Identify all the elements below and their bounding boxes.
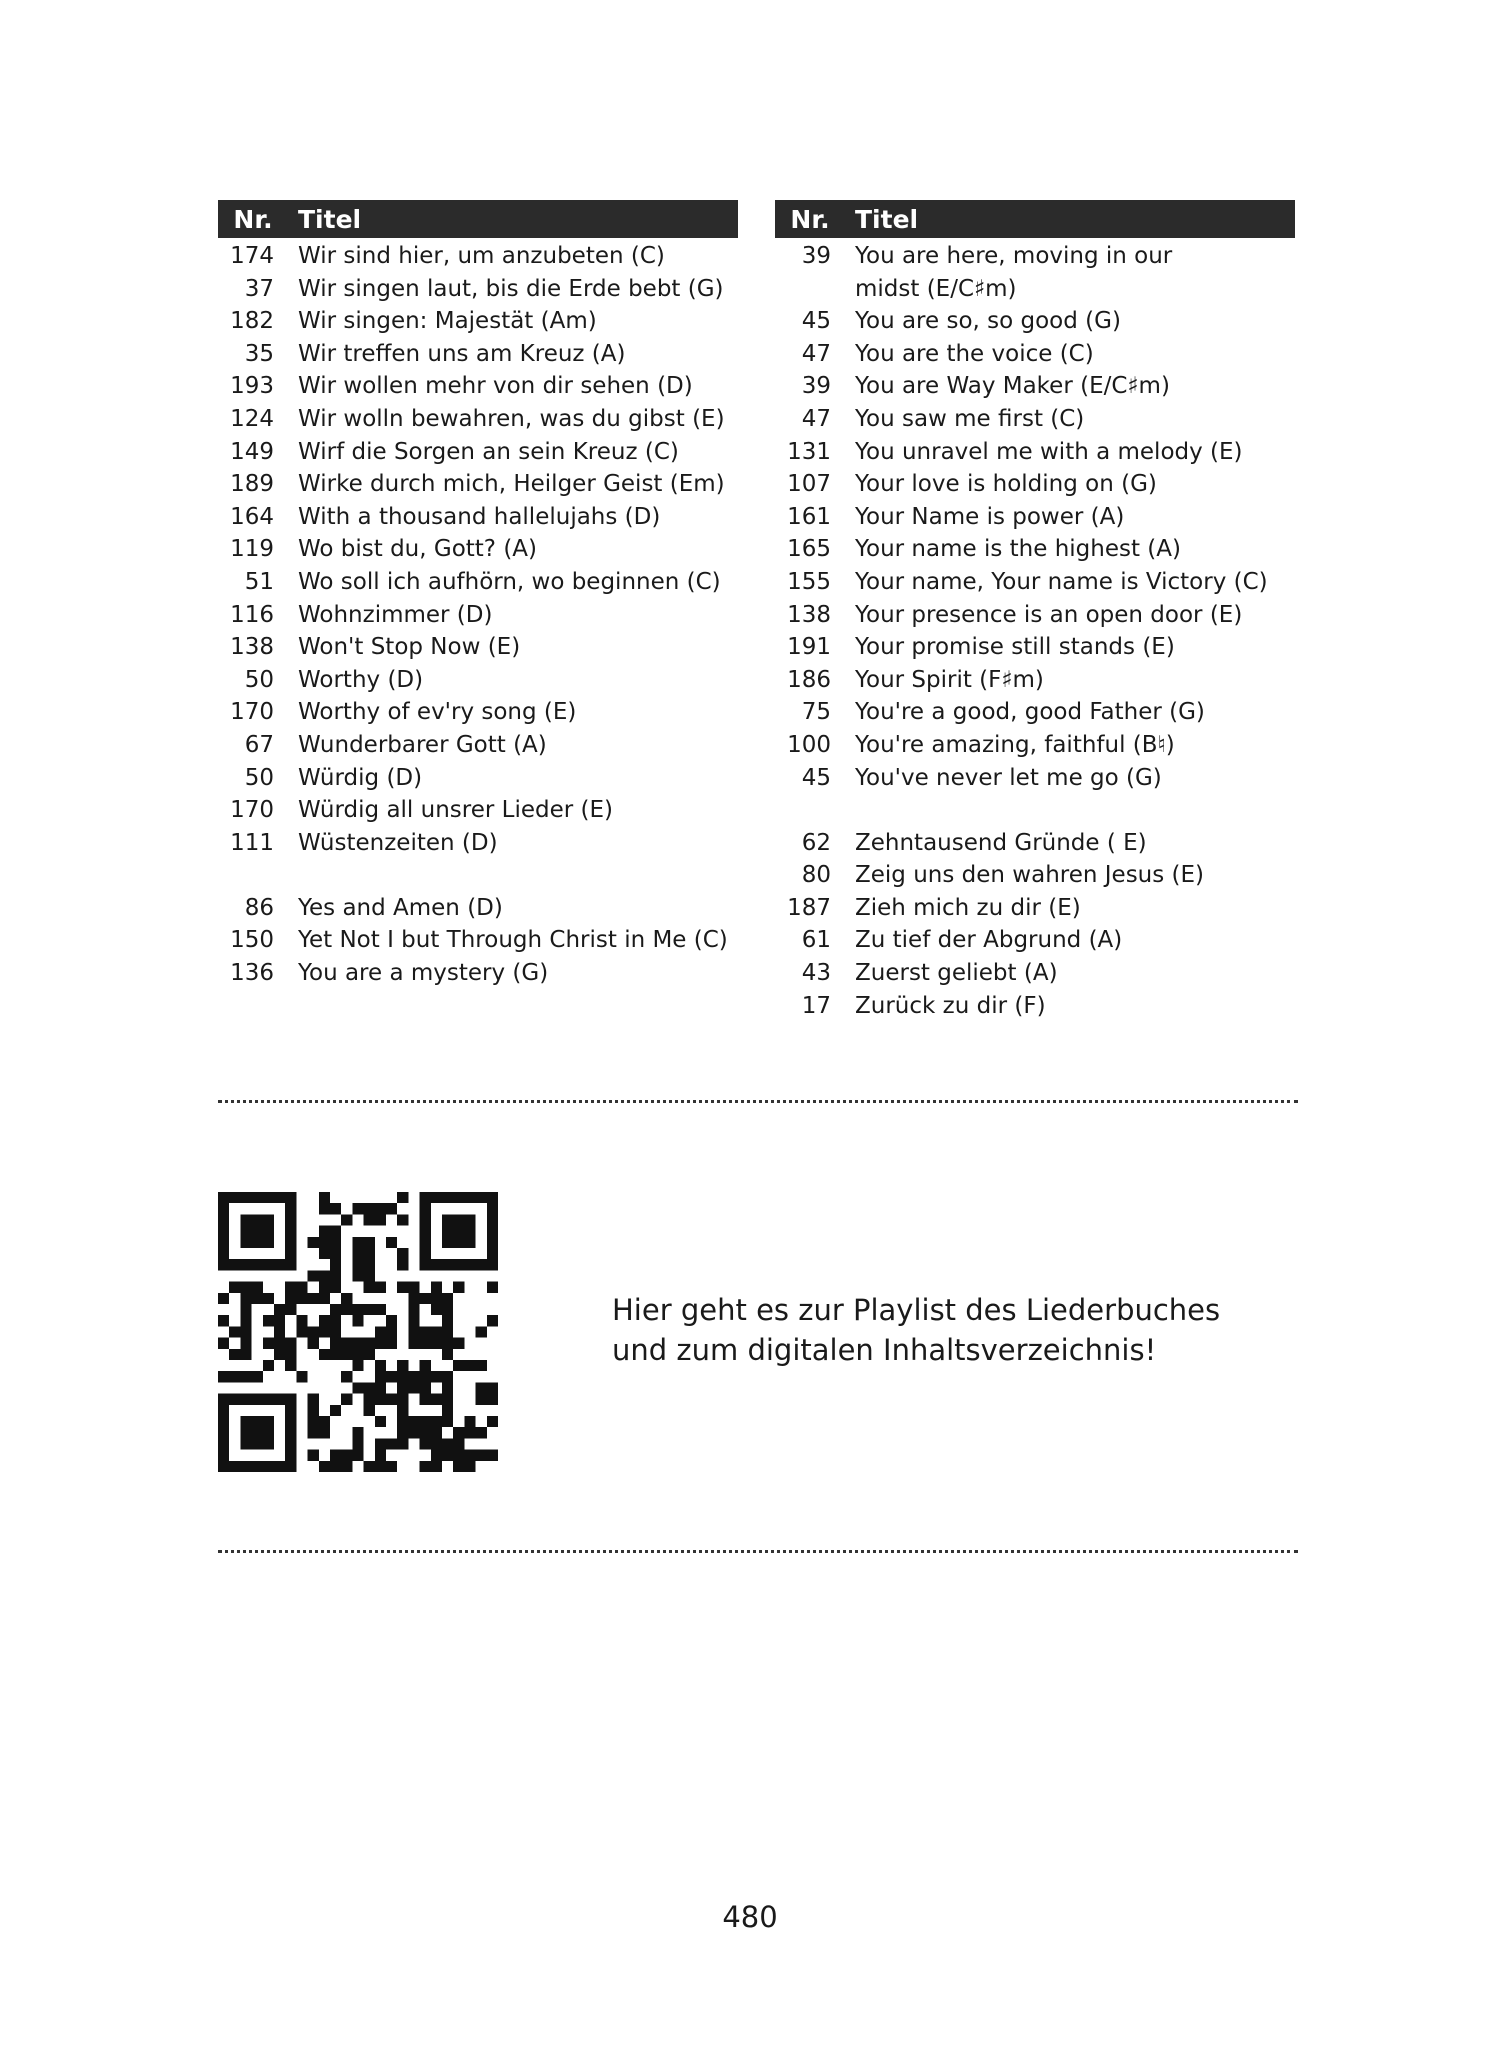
- song-title: Zieh mich zu dir (E): [855, 894, 1081, 921]
- song-title: Wir singen laut, bis die Erde bebt (G): [298, 275, 724, 302]
- song-title: Wirke durch mich, Heilger Geist (Em): [298, 471, 725, 498]
- song-number: 35: [244, 340, 274, 367]
- song-title: Zehntausend Gründe ( E): [855, 829, 1147, 856]
- song-title: Your presence is an open door (E): [855, 601, 1243, 628]
- list-item: [775, 599, 1295, 632]
- list-item: [218, 403, 738, 436]
- index-column-right: [775, 200, 1295, 1022]
- list-item: [775, 859, 1295, 892]
- song-number: [775, 273, 831, 306]
- song-title: Worthy (D): [298, 666, 424, 693]
- song-number: 67: [244, 731, 274, 758]
- song-title: Wunderbarer Gott (A): [298, 731, 547, 758]
- header-titel: Titel: [855, 204, 919, 234]
- list-item: [775, 436, 1295, 469]
- song-number: 149: [230, 438, 274, 465]
- song-number: 50: [244, 666, 274, 693]
- list-item: [218, 599, 738, 632]
- song-title: Your promise still stands (E): [855, 634, 1175, 661]
- song-number: 191: [787, 634, 831, 661]
- song-title: Your Spirit (F♯m): [855, 666, 1044, 693]
- song-number: 45: [801, 308, 831, 335]
- song-number: 39: [801, 243, 831, 269]
- song-number: 80: [801, 862, 831, 889]
- song-title: Wir sind hier, um anzubeten (C): [298, 243, 665, 269]
- song-number: 39: [801, 373, 831, 400]
- song-number: 43: [801, 960, 831, 987]
- song-title: Zeig uns den wahren Jesus (E): [855, 862, 1205, 889]
- song-title: Würdig all unsrer Lieder (E): [298, 797, 613, 824]
- list-item: [775, 533, 1295, 566]
- list-item: [775, 631, 1295, 664]
- list-item: [218, 305, 738, 338]
- list-item: [218, 762, 738, 795]
- song-number: 161: [787, 503, 831, 530]
- song-number: 61: [801, 927, 831, 954]
- list-spacer: [775, 794, 1295, 827]
- list-item: [218, 664, 738, 697]
- list-item: [218, 729, 738, 762]
- list-item: [218, 827, 738, 860]
- list-item: [218, 794, 738, 827]
- qr-caption-line-2: und zum digitalen Inhaltsverzeichnis!: [612, 1333, 1157, 1367]
- song-number: 164: [230, 503, 274, 530]
- song-title: Wo bist du, Gott? (A): [298, 536, 538, 563]
- table-header: [218, 200, 738, 238]
- song-title: Würdig (D): [298, 764, 423, 791]
- song-number: 150: [230, 927, 274, 954]
- list-item: [775, 664, 1295, 697]
- index-list-left: [218, 240, 738, 990]
- song-number: 62: [801, 829, 831, 856]
- list-item: [218, 957, 738, 990]
- list-item: [775, 501, 1295, 534]
- song-title: Wohnzimmer (D): [298, 601, 493, 628]
- song-title: Worthy of ev'ry song (E): [298, 699, 577, 726]
- dotted-divider-bottom: [218, 1550, 1298, 1553]
- song-number: 170: [230, 797, 274, 824]
- song-title: Wirf die Sorgen an sein Kreuz (C): [298, 438, 679, 465]
- song-number: 138: [230, 634, 274, 661]
- list-item: [218, 924, 738, 957]
- song-number: 100: [787, 731, 831, 758]
- song-title: You are Way Maker (E/C♯m): [855, 373, 1170, 400]
- song-number: 155: [787, 568, 831, 595]
- table-header: [775, 200, 1295, 238]
- header-titel: Titel: [298, 204, 362, 234]
- list-item: [775, 240, 1295, 273]
- song-number: 86: [244, 894, 274, 921]
- list-item: [218, 631, 738, 664]
- song-number: 186: [787, 666, 831, 693]
- song-title: You've never let me go (G): [855, 764, 1162, 791]
- song-title: Wir wollen mehr von dir sehen (D): [298, 373, 693, 400]
- song-title: Zu tief der Abgrund (A): [855, 927, 1123, 954]
- song-number: 174: [230, 243, 274, 269]
- song-number: 193: [230, 373, 274, 400]
- list-item: [218, 240, 738, 273]
- song-number: 131: [787, 438, 831, 465]
- song-title: You saw me first (C): [855, 405, 1085, 432]
- song-title: Wüstenzeiten (D): [298, 829, 498, 856]
- index-list-right: [775, 240, 1295, 1022]
- list-item: [218, 892, 738, 925]
- song-number: 107: [787, 471, 831, 498]
- song-number: 165: [787, 536, 831, 563]
- song-title: Yet Not I but Through Christ in Me (C): [298, 927, 728, 954]
- song-title: With a thousand hallelujahs (D): [298, 503, 661, 530]
- song-title: Wir singen: Majestät (Am): [298, 308, 597, 335]
- list-item: [775, 566, 1295, 599]
- list-item: [218, 696, 738, 729]
- song-number: 136: [230, 960, 274, 987]
- song-title: midst (E/C♯m): [855, 275, 1017, 302]
- list-item: [218, 533, 738, 566]
- song-title: Your name is the highest (A): [855, 536, 1181, 563]
- song-title: Yes and Amen (D): [298, 894, 503, 921]
- list-item: [775, 762, 1295, 795]
- song-title: You are the voice (C): [855, 340, 1094, 367]
- song-number: 119: [230, 536, 274, 563]
- song-title: Wir wolln bewahren, was du gibst (E): [298, 405, 725, 432]
- song-title: You're a good, good Father (G): [855, 699, 1205, 726]
- song-title: You unravel me with a melody (E): [855, 438, 1243, 465]
- song-title: You are here, moving in our: [855, 243, 1173, 269]
- list-item: [218, 501, 738, 534]
- list-item: [775, 305, 1295, 338]
- list-item: [775, 924, 1295, 957]
- list-item: [775, 892, 1295, 925]
- list-item: [218, 338, 738, 371]
- song-title: Your Name is power (A): [855, 503, 1125, 530]
- list-item: [775, 338, 1295, 371]
- song-number: 124: [230, 405, 274, 432]
- song-number: 47: [801, 405, 831, 432]
- song-number: 37: [244, 275, 274, 302]
- list-item: [218, 468, 738, 501]
- header-nr: Nr.: [790, 204, 830, 234]
- song-number: 189: [230, 471, 274, 498]
- list-item: [218, 566, 738, 599]
- song-number: 187: [787, 894, 831, 921]
- song-title: You're amazing, faithful (B♮): [855, 731, 1175, 758]
- song-number: 50: [244, 764, 274, 791]
- list-item: [775, 370, 1295, 403]
- song-number: 51: [244, 568, 274, 595]
- song-number: 45: [801, 764, 831, 791]
- song-number: 170: [230, 699, 274, 726]
- song-title: Your name, Your name is Victory (C): [855, 568, 1268, 595]
- song-number: 111: [230, 829, 274, 856]
- list-item: [775, 403, 1295, 436]
- song-title: Zuerst geliebt (A): [855, 960, 1058, 987]
- list-item: [775, 827, 1295, 860]
- song-title: Your love is holding on (G): [855, 471, 1157, 498]
- index-column-left: [218, 200, 738, 990]
- list-item: [775, 957, 1295, 990]
- song-number: 182: [230, 308, 274, 335]
- song-title: You are so, so good (G): [855, 308, 1121, 335]
- song-title: Wo soll ich aufhörn, wo beginnen (C): [298, 568, 721, 595]
- header-nr: Nr.: [233, 204, 273, 234]
- qr-caption-line-1: Hier geht es zur Playlist des Liederbuches: [612, 1293, 1221, 1327]
- list-item: [775, 696, 1295, 729]
- song-title: Wir treffen uns am Kreuz (A): [298, 340, 626, 367]
- list-item: [775, 468, 1295, 501]
- qr-code[interactable]: [218, 1192, 498, 1472]
- list-item: [218, 436, 738, 469]
- qr-caption: [612, 1290, 1292, 1370]
- dotted-divider-top: [218, 1100, 1298, 1103]
- list-item: [775, 273, 1295, 306]
- list-spacer: [218, 859, 738, 892]
- page-number: 480: [722, 1900, 778, 1934]
- song-title: Zurück zu dir (F): [855, 992, 1046, 1019]
- list-item: [218, 273, 738, 306]
- song-number: 47: [801, 340, 831, 367]
- song-title: You are a mystery (G): [298, 960, 549, 987]
- song-number: 75: [801, 699, 831, 726]
- song-number: 17: [801, 992, 831, 1019]
- list-item: [775, 729, 1295, 762]
- list-item: [218, 370, 738, 403]
- song-number: 138: [787, 601, 831, 628]
- song-number: 116: [230, 601, 274, 628]
- list-item: [775, 990, 1295, 1023]
- song-title: Won't Stop Now (E): [298, 634, 521, 661]
